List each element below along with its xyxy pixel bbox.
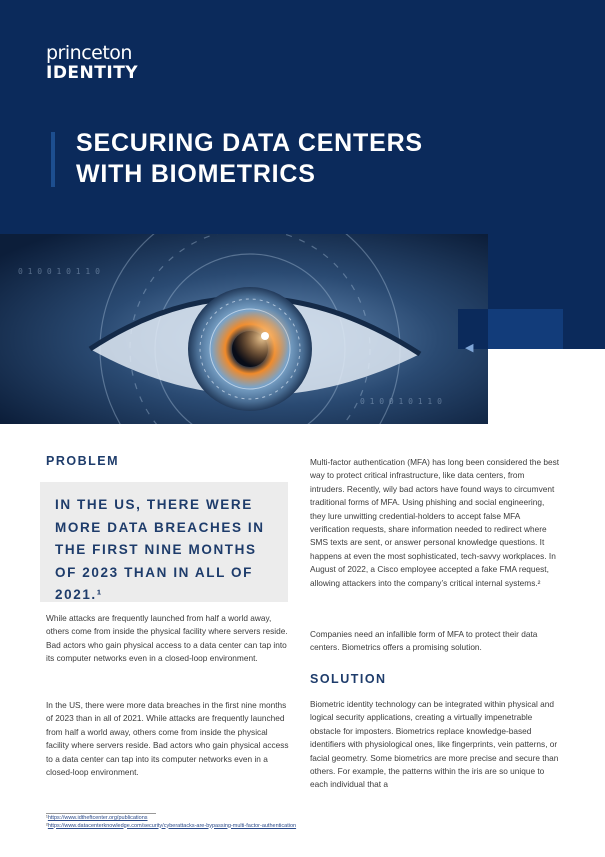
logo-line2: IDENTITY [46, 63, 139, 83]
footnote-2-link[interactable]: https://www.datacenterknowledge.com/security/cyberattacks-are-bypassing-multi-factor-authentication [47, 822, 297, 829]
footnote-1 [46, 815, 296, 823]
mfa-conclusion-paragraph: Companies need an infallible form of MFA to protect their data centers. Biometrics offers a promising solution. [310, 629, 538, 653]
princeton-identity-logo [46, 44, 138, 82]
problem-paragraph-2: In the US, there were more data breaches in the first nine months of 2023 than in all of 2021. While attacks are frequently launched from half a world away, others come from inside the physical facility where servers reside. Bad actors who gain physical access to a data center can tap into its computer networks even in a closed-loop environment. [46, 700, 289, 778]
footnotes [46, 815, 296, 830]
solution-heading: SOLUTION [310, 672, 387, 686]
title-line1: SECURING DATA CENTERS [76, 129, 423, 157]
footnote-2-number: ² [46, 822, 48, 829]
problem-paragraph-1: While attacks are frequently launched from half a world away, others come from inside the physical facility where servers reside. Bad actors who gain physical access to a data center can tap into its computer networks even in a closed-loop environment. [46, 613, 288, 664]
problem-heading: PROBLEM [46, 454, 119, 468]
chevron-left-icon: ◀ [465, 342, 474, 354]
callout-text: IN THE US, THERE WERE MORE DATA BREACHES IN THE FIRST NINE MONTHS OF 2023 THAN IN ALL OF 2021.¹ [55, 497, 265, 602]
eye-illustration [0, 234, 488, 424]
title-line2: WITH BIOMETRICS [76, 160, 316, 188]
header-banner [0, 0, 605, 234]
solution-paragraph: Biometric identity technology can be integrated within physical and logical security applications, creating a virtually impenetrable obstacle for imposters. Biometrics replace knowledge-based identifiers with physiological ones, like fingerprints, vein patterns, or facial geometry. Some biometrics are more precise and secure than others. For example, the patterns within the iris are so unique to each individual that a [310, 699, 559, 790]
logo-line1: princeton [46, 42, 132, 64]
mfa-paragraph: Multi-factor authentication (MFA) has long been considered the best way to protect critical infrastructure, like data centers, from intruders. Recently, wily bad actors have found ways to circumvent traditional forms of MFA. Using phishing and social engineering, they lure unwitting credential-holders to accept false MFA verification requests, share information needed to redirect where SMS texts are sent, or answer personal knowledge questions. It happens at even the most sophisticated, tech-savvy workplaces. In August of 2022, a Cisco employee accepted a fake FMA request, allowing attackers into the company’s critical internal systems.² [310, 457, 560, 588]
decor-block [488, 234, 605, 309]
footnote-1-number: ¹ [46, 815, 48, 821]
decor-block [488, 309, 563, 349]
footnote-2 [46, 823, 296, 831]
binary-decor-2: 0 1 0 0 1 0 1 1 0 [360, 397, 442, 406]
hero-eye-image [0, 234, 488, 424]
footnote-divider [46, 813, 156, 814]
binary-decor: 0 1 0 0 1 0 1 1 0 [18, 267, 100, 276]
document-title [76, 128, 506, 190]
footnote-1-link[interactable]: https://www.idtheftcenter.org/publications [47, 815, 148, 821]
title-accent-bar [51, 132, 55, 187]
